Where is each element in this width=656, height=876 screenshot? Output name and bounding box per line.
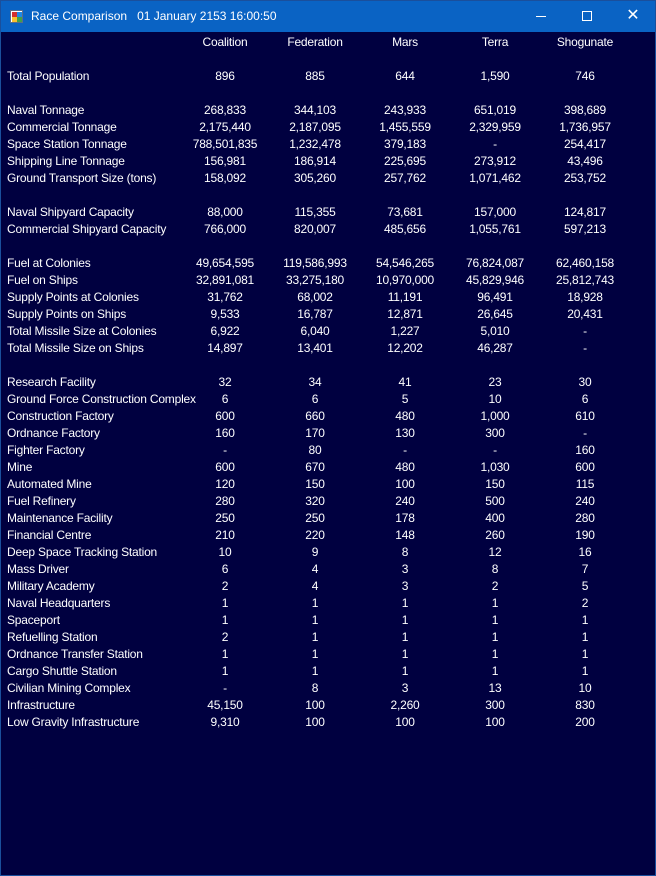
table-cell: 260 <box>485 528 505 542</box>
table-cell: 119,586,993 <box>283 256 347 270</box>
table-cell: 23 <box>488 375 502 389</box>
table-cell: 8 <box>311 681 319 695</box>
row-label: Civilian Mining Complex <box>7 681 131 695</box>
row-label: Supply Points on Ships <box>7 307 127 321</box>
table-cell: 885 <box>305 69 325 83</box>
table-cell: 1,030 <box>480 460 510 474</box>
table-cell: 10,970,000 <box>375 273 435 287</box>
table-cell: 43,496 <box>567 154 603 168</box>
table-cell: 9 <box>311 545 319 559</box>
row-label: Fuel Refinery <box>7 494 76 508</box>
table-cell: 280 <box>575 511 595 525</box>
maximize-icon <box>582 11 592 21</box>
table-cell: 225,695 <box>384 154 426 168</box>
table-cell: 1 <box>221 647 229 661</box>
table-cell: 485,656 <box>384 222 426 236</box>
table-cell: 644 <box>395 69 415 83</box>
table-cell: 73,681 <box>387 205 423 219</box>
table-cell: 158,092 <box>204 171 246 185</box>
row-label: Commercial Shipyard Capacity <box>7 222 167 236</box>
table-cell: 6 <box>311 392 319 406</box>
row-label: Maintenance Facility <box>7 511 113 525</box>
table-cell: 160 <box>575 443 595 457</box>
table-cell: 788,501,835 <box>192 137 258 151</box>
table-cell: 4 <box>311 579 319 593</box>
window-timestamp: 01 January 2153 16:00:50 <box>137 9 277 23</box>
table-cell: 5 <box>581 579 589 593</box>
table-cell: 5 <box>401 392 409 406</box>
table-cell: 2,329,959 <box>469 120 521 134</box>
table-cell: 1 <box>491 596 499 610</box>
row-label: Fuel on Ships <box>7 273 78 287</box>
table-cell: 600 <box>215 409 235 423</box>
table-cell: 9,533 <box>210 307 240 321</box>
row-label: Shipping Line Tonnage <box>7 154 125 168</box>
table-cell: 1 <box>581 647 589 661</box>
table-cell: 16,787 <box>297 307 333 321</box>
maximize-button[interactable] <box>564 1 610 32</box>
row-label: Fuel at Colonies <box>7 256 91 270</box>
table-cell: 30 <box>578 375 592 389</box>
close-button[interactable] <box>610 1 656 32</box>
table-cell: 45,829,946 <box>465 273 525 287</box>
table-cell: 766,000 <box>204 222 246 236</box>
table-cell: 300 <box>485 698 505 712</box>
table-cell: 10 <box>578 681 592 695</box>
table-cell: 1 <box>581 664 589 678</box>
table-cell: 480 <box>395 409 415 423</box>
table-cell: - <box>223 443 227 457</box>
table-cell: 115,355 <box>294 205 336 219</box>
table-cell: 33,275,180 <box>285 273 345 287</box>
table-cell: 2 <box>221 630 229 644</box>
table-cell: 62,460,158 <box>555 256 615 270</box>
table-cell: 1,736,957 <box>559 120 611 134</box>
row-label: Infrastructure <box>7 698 75 712</box>
table-cell: 268,833 <box>204 103 246 117</box>
row-label: Cargo Shuttle Station <box>7 664 117 678</box>
row-label: Financial Centre <box>7 528 92 542</box>
table-cell: 240 <box>395 494 415 508</box>
table-cell: 1,000 <box>480 409 510 423</box>
table-cell: 45,150 <box>207 698 243 712</box>
title-bar[interactable] <box>1 1 655 32</box>
row-label: Military Academy <box>7 579 95 593</box>
column-header: Coalition <box>202 35 248 49</box>
table-cell: 1 <box>221 613 229 627</box>
table-cell: - <box>403 443 407 457</box>
table-cell: 3 <box>401 681 409 695</box>
table-cell: 1 <box>311 647 319 661</box>
row-label: Ordnance Transfer Station <box>7 647 143 661</box>
table-cell: 54,546,265 <box>375 256 435 270</box>
row-label: Total Missile Size on Ships <box>7 341 144 355</box>
table-cell: - <box>583 324 587 338</box>
table-cell: 746 <box>575 69 595 83</box>
table-cell: 1,071,462 <box>469 171 521 185</box>
table-cell: 18,928 <box>567 290 603 304</box>
table-cell: 896 <box>215 69 235 83</box>
table-cell: 100 <box>305 715 325 729</box>
column-header: Federation <box>287 35 343 49</box>
table-cell: 1,232,478 <box>289 137 341 151</box>
table-cell: 8 <box>401 545 409 559</box>
table-cell: 480 <box>395 460 415 474</box>
table-cell: 150 <box>305 477 325 491</box>
row-label: Total Missile Size at Colonies <box>7 324 157 338</box>
table-cell: 120 <box>215 477 235 491</box>
table-cell: 2 <box>491 579 499 593</box>
minimize-icon <box>536 16 546 17</box>
table-cell: 1 <box>401 630 409 644</box>
row-label: Refuelling Station <box>7 630 98 644</box>
table-cell: 124,817 <box>564 205 606 219</box>
table-cell: 253,752 <box>564 171 606 185</box>
table-cell: - <box>493 443 497 457</box>
table-cell: 1 <box>311 596 319 610</box>
row-label: Research Facility <box>7 375 96 389</box>
table-cell: 1,590 <box>480 69 510 83</box>
row-label: Space Station Tonnage <box>7 137 127 151</box>
table-cell: 8 <box>491 562 499 576</box>
table-cell: 157,000 <box>474 205 516 219</box>
table-cell: 13,401 <box>297 341 333 355</box>
table-cell: 660 <box>305 409 325 423</box>
row-label: Naval Shipyard Capacity <box>7 205 134 219</box>
table-cell: 1 <box>221 596 229 610</box>
table-cell: 80 <box>308 443 322 457</box>
row-label: Mine <box>7 460 33 474</box>
table-cell: 1 <box>311 630 319 644</box>
table-cell: 6,922 <box>210 324 240 338</box>
table-cell: 31,762 <box>207 290 243 304</box>
table-cell: 170 <box>305 426 325 440</box>
table-cell: 670 <box>305 460 325 474</box>
table-cell: 2 <box>581 596 589 610</box>
row-label: Ground Force Construction Complex <box>7 392 196 406</box>
table-cell: 400 <box>485 511 505 525</box>
table-cell: - <box>583 341 587 355</box>
table-cell: 1 <box>401 596 409 610</box>
row-label: Supply Points at Colonies <box>7 290 139 304</box>
row-label: Naval Headquarters <box>7 596 111 610</box>
row-label: Naval Tonnage <box>7 103 85 117</box>
table-cell: 300 <box>485 426 505 440</box>
row-label: Mass Driver <box>7 562 69 576</box>
table-cell: 210 <box>215 528 235 542</box>
row-label: Deep Space Tracking Station <box>7 545 158 559</box>
table-cell: 240 <box>575 494 595 508</box>
table-cell: 280 <box>215 494 235 508</box>
table-cell: 41 <box>398 375 412 389</box>
table-cell: 651,019 <box>474 103 516 117</box>
table-cell: 100 <box>305 698 325 712</box>
minimize-button[interactable] <box>518 1 564 32</box>
table-cell: 600 <box>575 460 595 474</box>
table-cell: - <box>493 137 497 151</box>
table-cell: 178 <box>395 511 415 525</box>
table-cell: 3 <box>401 579 409 593</box>
table-cell: 1 <box>581 613 589 627</box>
table-cell: 160 <box>215 426 235 440</box>
comparison-table <box>1 32 655 875</box>
row-label: Spaceport <box>7 613 60 627</box>
table-cell: 11,191 <box>387 290 423 304</box>
window-title-text: Race Comparison <box>31 9 128 23</box>
table-cell: 14,897 <box>207 341 243 355</box>
table-cell: 1 <box>491 613 499 627</box>
table-cell: 9,310 <box>210 715 240 729</box>
table-cell: 250 <box>215 511 235 525</box>
table-cell: 7 <box>581 562 589 576</box>
table-cell: 148 <box>395 528 415 542</box>
table-cell: 6,040 <box>300 324 330 338</box>
table-cell: 2,187,095 <box>289 120 341 134</box>
table-cell: 344,103 <box>294 103 336 117</box>
table-cell: 49,654,595 <box>195 256 255 270</box>
window-title <box>31 9 277 24</box>
row-label: Low Gravity Infrastructure <box>7 715 140 729</box>
table-cell: 6 <box>221 392 229 406</box>
table-cell: 1 <box>491 664 499 678</box>
table-cell: 26,645 <box>477 307 513 321</box>
table-cell: 12,202 <box>387 341 423 355</box>
table-cell: 2 <box>221 579 229 593</box>
table-cell: 96,491 <box>477 290 513 304</box>
row-label: Ordnance Factory <box>7 426 100 440</box>
table-cell: 243,933 <box>384 103 426 117</box>
table-cell: 156,981 <box>204 154 246 168</box>
table-cell: 100 <box>395 715 415 729</box>
table-cell: 100 <box>485 715 505 729</box>
table-cell: 32,891,081 <box>195 273 255 287</box>
table-cell: 6 <box>581 392 589 406</box>
table-cell: - <box>223 681 227 695</box>
table-cell: 25,812,743 <box>555 273 615 287</box>
table-cell: 1 <box>491 630 499 644</box>
column-header: Terra <box>481 35 509 49</box>
app-icon[interactable] <box>10 10 23 23</box>
table-cell: 1 <box>401 613 409 627</box>
table-cell: 12,871 <box>387 307 423 321</box>
table-cell: 1,455,559 <box>379 120 431 134</box>
table-cell: 1 <box>401 664 409 678</box>
table-cell: 186,914 <box>294 154 336 168</box>
table-cell: 1 <box>401 647 409 661</box>
table-cell: 254,417 <box>564 137 606 151</box>
table-cell: 500 <box>485 494 505 508</box>
table-cell: 220 <box>305 528 325 542</box>
table-cell: 273,912 <box>474 154 516 168</box>
table-cell: 398,689 <box>564 103 606 117</box>
table-cell: 190 <box>575 528 595 542</box>
table-cell: 10 <box>488 392 502 406</box>
row-label: Total Population <box>7 69 90 83</box>
table-cell: 150 <box>485 477 505 491</box>
row-label: Construction Factory <box>7 409 114 423</box>
table-cell: 1 <box>311 664 319 678</box>
row-label: Commercial Tonnage <box>7 120 117 134</box>
table-cell: 320 <box>305 494 325 508</box>
table-cell: 1 <box>221 664 229 678</box>
column-header: Mars <box>392 35 418 49</box>
table-cell: 68,002 <box>297 290 333 304</box>
close-icon: ✕ <box>626 7 640 24</box>
table-cell: 100 <box>395 477 415 491</box>
table-cell: 12 <box>488 545 502 559</box>
table-cell: 379,183 <box>384 137 426 151</box>
table-cell: 257,762 <box>384 171 426 185</box>
table-cell: 1,227 <box>390 324 420 338</box>
table-cell: 830 <box>575 698 595 712</box>
table-cell: 88,000 <box>207 205 243 219</box>
table-cell: 4 <box>311 562 319 576</box>
table-cell: 76,824,087 <box>465 256 525 270</box>
table-cell: 115 <box>575 477 595 491</box>
table-cell: 2,175,440 <box>199 120 251 134</box>
table-cell: - <box>583 426 587 440</box>
row-label: Automated Mine <box>7 477 92 491</box>
table-cell: 820,007 <box>294 222 336 236</box>
table-cell: 1 <box>311 613 319 627</box>
table-cell: 200 <box>575 715 595 729</box>
table-cell: 1 <box>581 630 589 644</box>
table-cell: 13 <box>488 681 502 695</box>
table-cell: 597,213 <box>564 222 606 236</box>
table-cell: 20,431 <box>567 307 603 321</box>
table-cell: 6 <box>221 562 229 576</box>
table-cell: 600 <box>215 460 235 474</box>
table-cell: 32 <box>218 375 232 389</box>
column-header: Shogunate <box>556 35 614 49</box>
row-label: Fighter Factory <box>7 443 85 457</box>
table-cell: 5,010 <box>480 324 510 338</box>
table-cell: 1,055,761 <box>469 222 521 236</box>
table-cell: 10 <box>218 545 232 559</box>
table-cell: 46,287 <box>477 341 513 355</box>
table-cell: 16 <box>578 545 592 559</box>
table-cell: 34 <box>308 375 322 389</box>
table-cell: 250 <box>305 511 325 525</box>
table-cell: 305,260 <box>294 171 336 185</box>
table-cell: 610 <box>575 409 595 423</box>
table-cell: 1 <box>491 647 499 661</box>
table-cell: 2,260 <box>390 698 420 712</box>
table-cell: 3 <box>401 562 409 576</box>
table-cell: 130 <box>395 426 415 440</box>
row-label: Ground Transport Size (tons) <box>7 171 157 185</box>
